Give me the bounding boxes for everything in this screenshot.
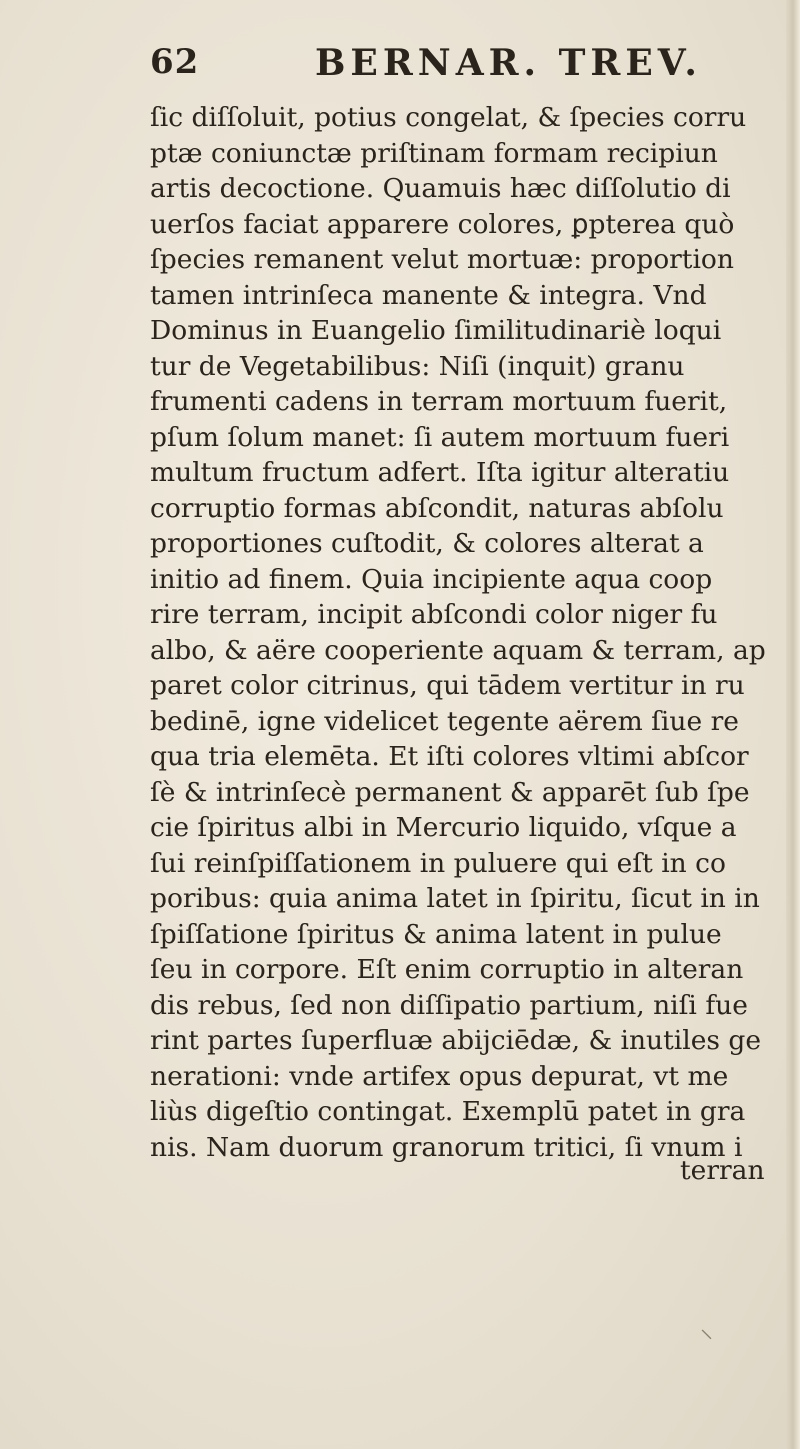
text-line: ſpecies remanent velut mortuæ: proportion <box>150 244 734 275</box>
text-line: tamen intrinſeca manente & integra. Vnd <box>150 279 707 311</box>
ink-speck: ⸌ <box>700 1325 714 1355</box>
text-line: uerſos faciat apparere colores, ꝑpterea quò <box>150 208 735 240</box>
text-line: ſè & intrinſecè permanent & apparēt ſub ſpe <box>150 776 750 808</box>
text-line: ſeu in corpore. Eſt enim corruptio in alteran <box>150 954 744 985</box>
text-line: corruptio formas abſcondit, naturas abſolu <box>150 492 724 524</box>
text-line: paret color citrinus, qui tādem vertitur in ru <box>150 670 745 701</box>
text-line: nis. Nam duorum granorum tritici, ſi vnum i <box>150 1131 743 1163</box>
catchword: terran <box>680 1155 765 1186</box>
running-title: BERNAR. TREV. <box>315 42 702 84</box>
text-line: nerationi: vnde artifex opus depurat, vt me <box>150 1060 729 1092</box>
text-line: frumenti cadens in terram mortuum fuerit, <box>150 386 728 417</box>
text-line: bedinē, igne videlicet tegente aërem ſiue re <box>150 705 739 737</box>
text-line: artis decoctione. Quamuis hæc diſſolutio di <box>150 173 731 204</box>
text-line: multum fructum adfert. Iſta igitur alteratiu <box>150 457 730 488</box>
text-line: cie ſpiritus albi in Mercurio liquido, vſque a <box>150 812 737 843</box>
text-line: poribus: quia anima latet in ſpiritu, ſicut in in <box>150 883 760 914</box>
text-line: ptæ coniunctæ priſtinam formam recipiun <box>150 137 718 169</box>
page-header <box>150 42 790 92</box>
text-line: pſum ſolum manet: ſi autem mortuum fueri <box>150 421 730 453</box>
text-line: rire terram, incipit abſcondi color niger fu <box>150 599 718 630</box>
text-line: rint partes ſuperfluæ abijciēdæ, & inutiles ge <box>150 1025 762 1056</box>
text-line: albo, & aëre cooperiente aquam & terram, ap <box>150 634 766 666</box>
text-block <box>150 100 790 1165</box>
text-line: dis rebus, ſed non diſſipatio partium, niſi fue <box>150 989 748 1021</box>
text-line: qua tria elemēta. Et iſti colores vltimi abſcor <box>150 741 749 772</box>
text-line: ſui reinſpiſſationem in puluere qui eſt in co <box>150 847 726 879</box>
text-line: ſpiſſatione ſpiritus & anima latent in pulue <box>150 918 722 950</box>
text-line: Dominus in Euangelio ſimilitudinariè loqui <box>150 315 722 346</box>
text-line: proportiones cuſtodit, & colores alterat a <box>150 528 704 559</box>
text-line: liùs digeſtio contingat. Exemplū patet in gra <box>150 1096 746 1127</box>
text-line: tur de Vegetabilibus: Niſi (inquit) granu <box>150 350 685 382</box>
page-number: 62 <box>150 42 200 82</box>
text-line: ſic diſſoluit, potius congelat, & ſpecies corru <box>150 102 747 133</box>
text-line: initio ad finem. Quia incipiente aqua coop <box>150 563 713 595</box>
